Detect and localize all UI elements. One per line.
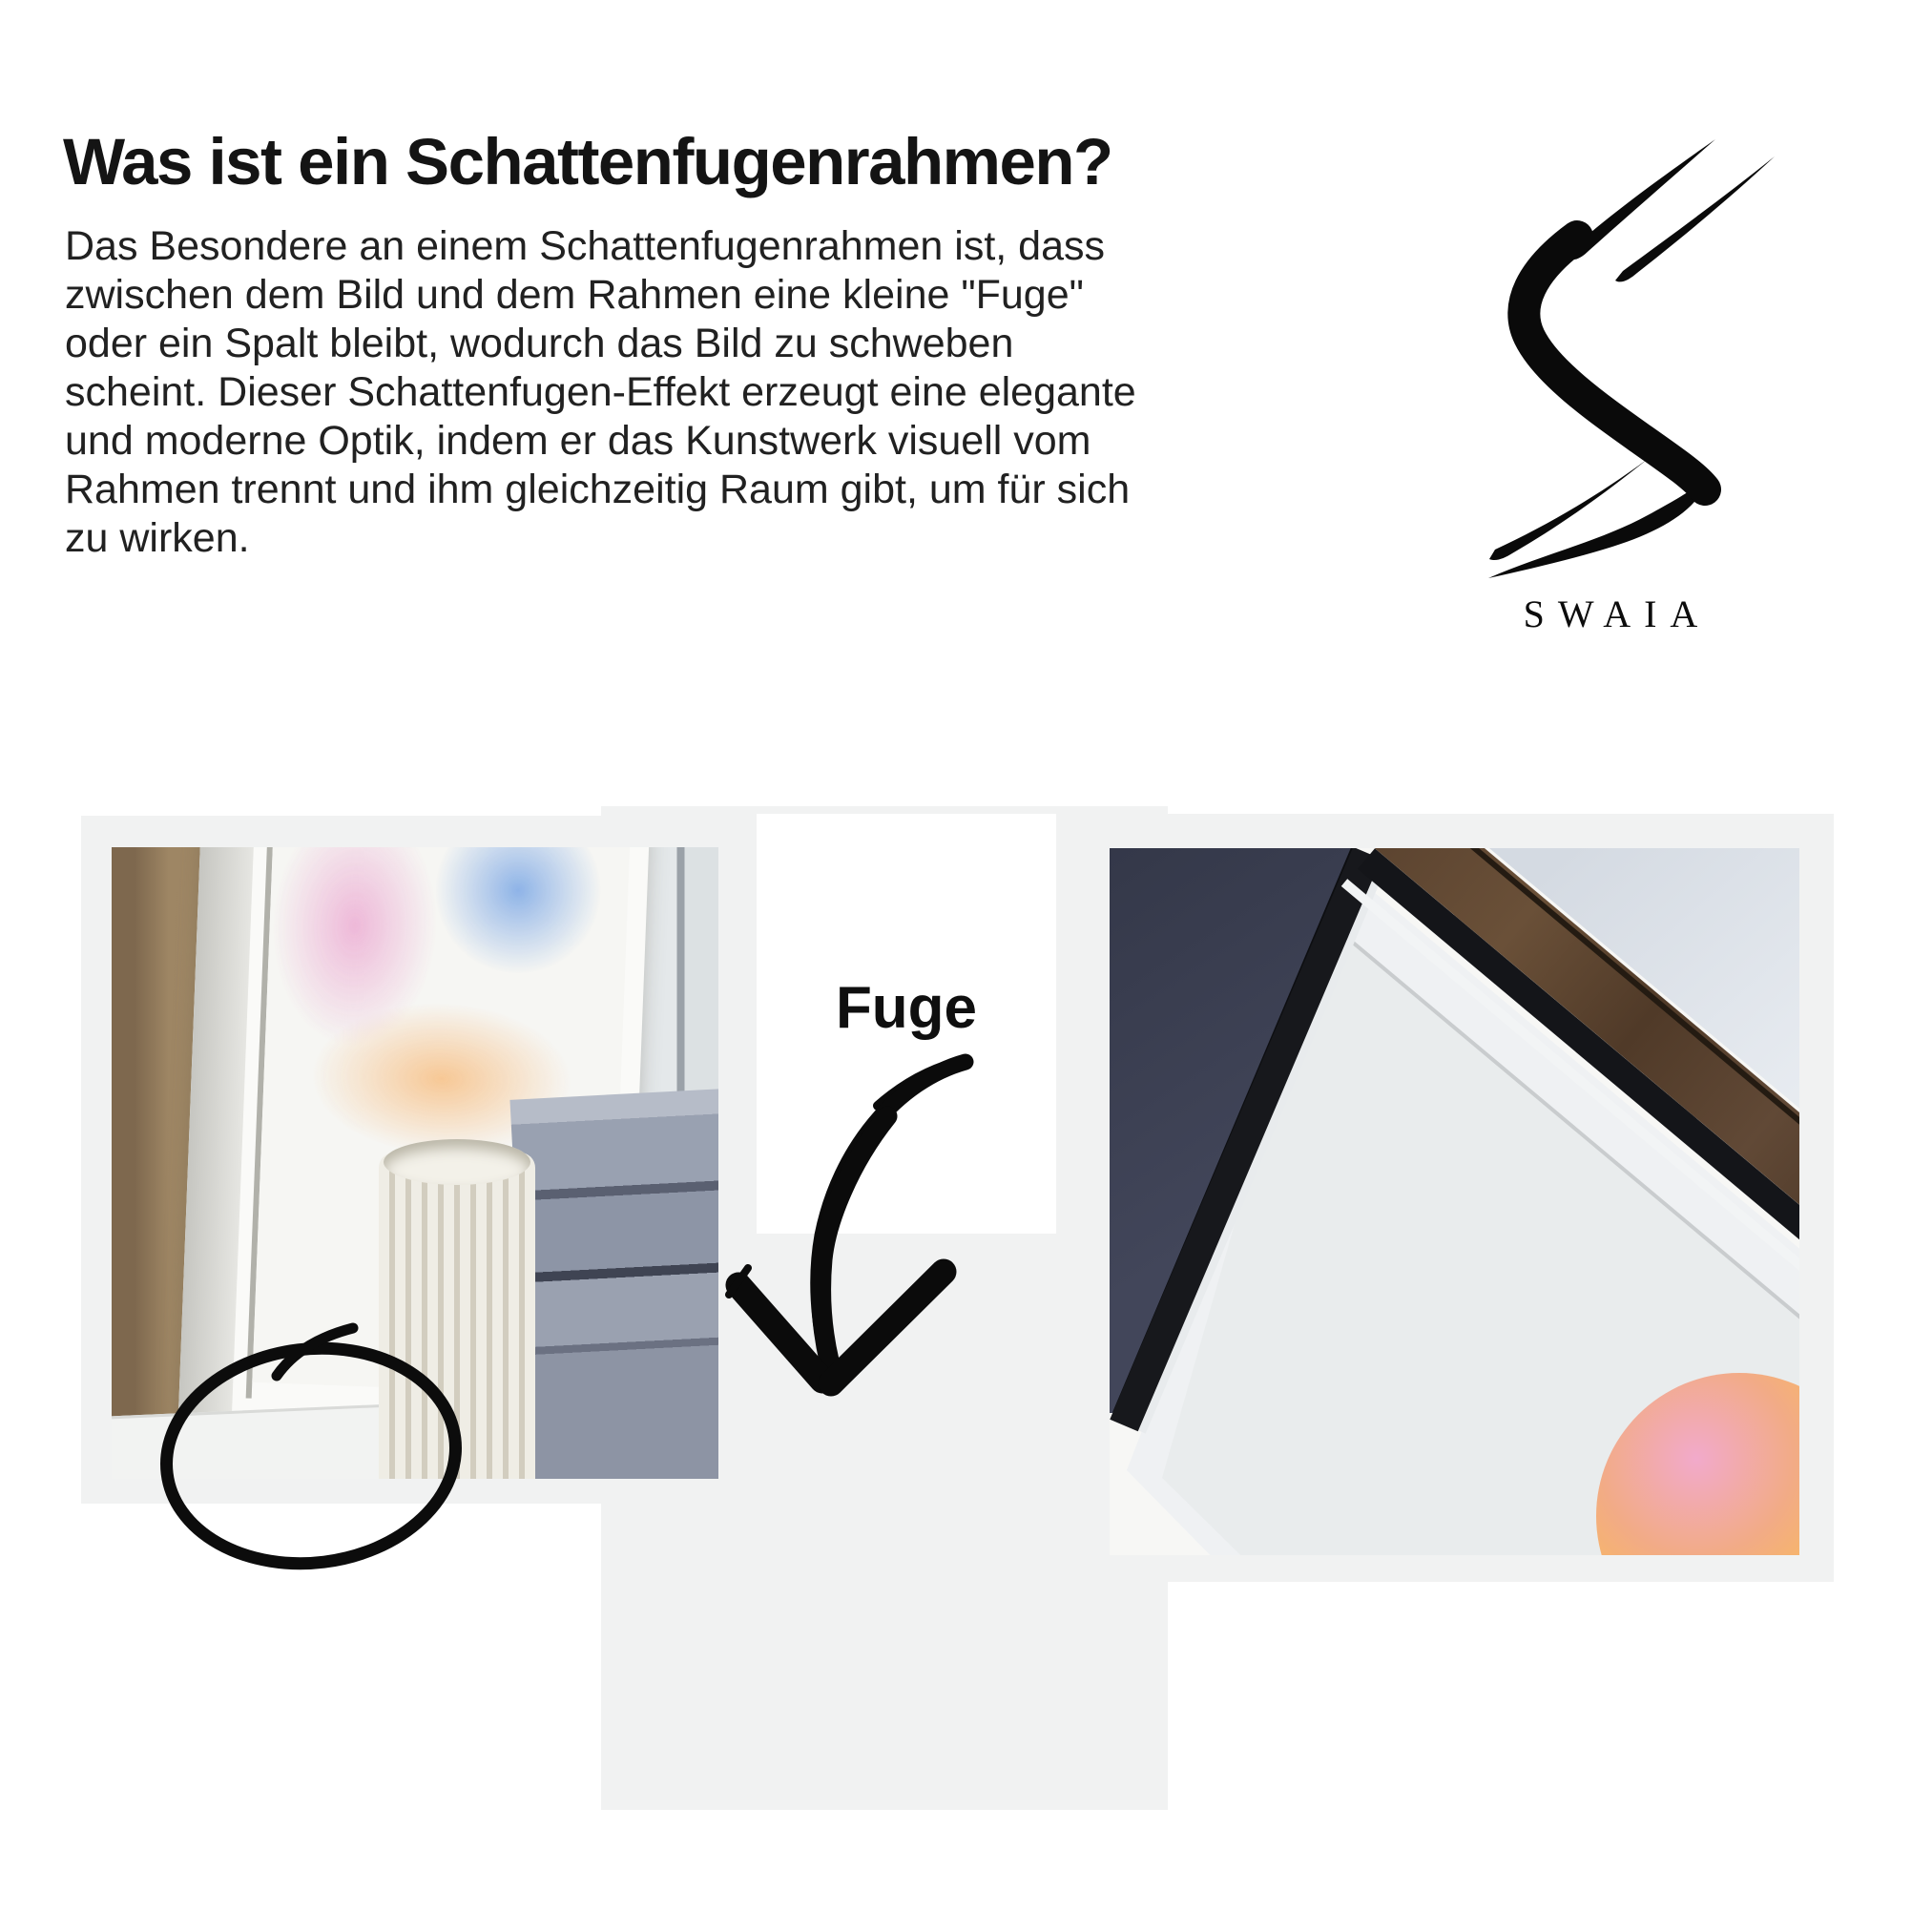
brand-wordmark: SWAIA — [1523, 592, 1712, 635]
brush-arrow-icon — [706, 1045, 992, 1398]
stacked-frames-card — [1095, 814, 1834, 1582]
fuge-label: Fuge — [835, 974, 978, 1041]
book-stack — [509, 1088, 718, 1479]
hand-drawn-circle-icon — [124, 1288, 487, 1593]
stacked-frames-photo — [1110, 848, 1799, 1555]
swaia-s-logo-icon — [1436, 93, 1779, 590]
intro-paragraph: Das Besondere an einem Schattenfugenrahmen ist, dass zwischen dem Bild und dem Rahmen eine kleine "Fuge" oder ein Spalt bleibt, wodurch das Bild zu schweben scheint. Dieser Schattenfugen-Effekt erzeugt eine elegante und moderne Optik, indem er das Kunstwerk visuell vom Rahmen trennt und ihm gleichzeitig Raum gibt, um für sich zu wirken. — [65, 223, 1136, 561]
page-title: Was ist ein Schattenfugenrahmen? — [63, 125, 1112, 199]
